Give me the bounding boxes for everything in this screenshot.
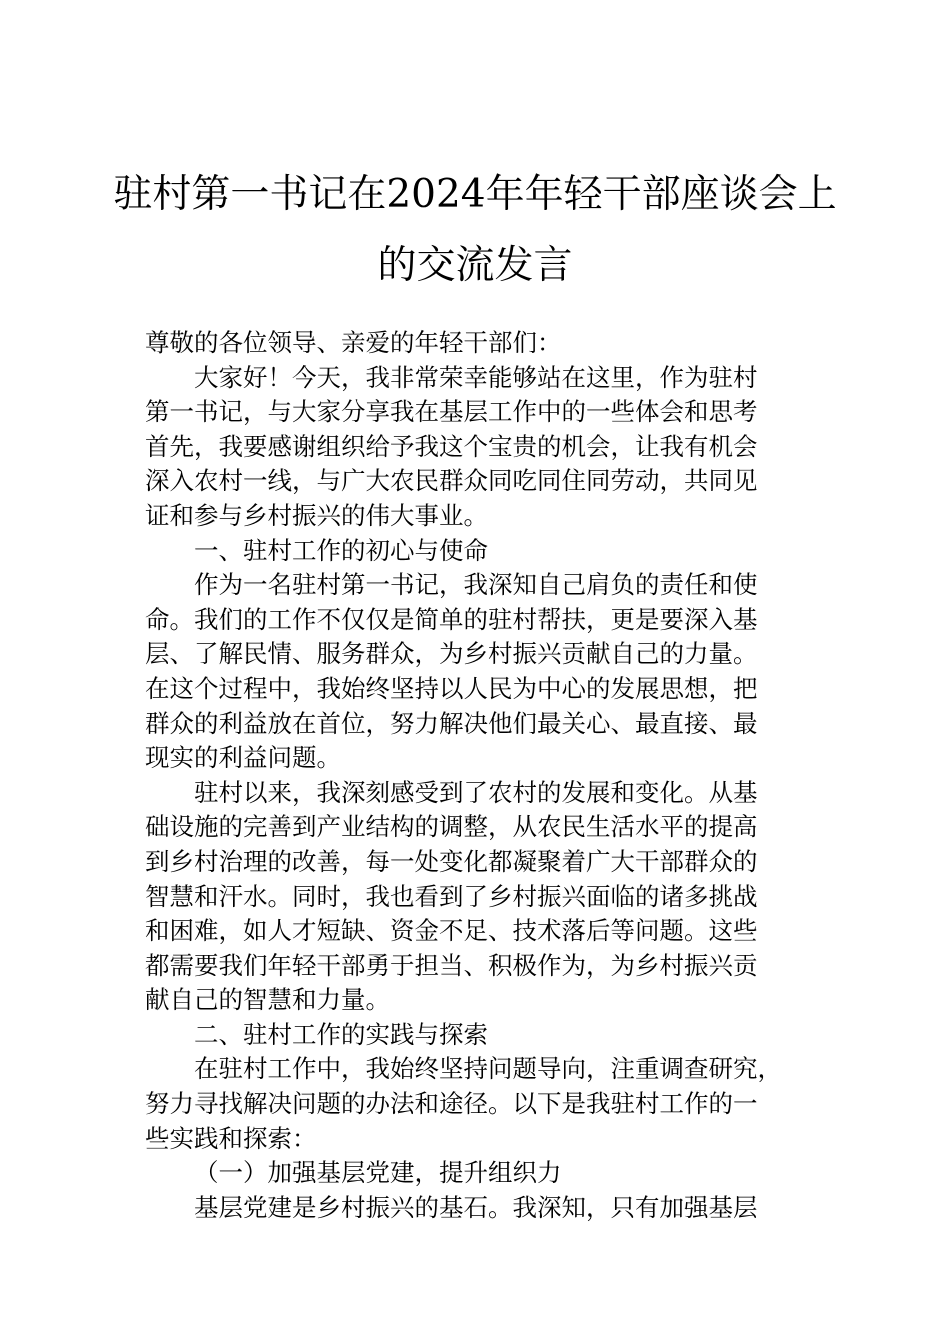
- body-line: 础设施的完善到产业结构的调整，从农民生活水平的提高: [145, 812, 758, 842]
- document-title-line-2: 的交流发言: [377, 243, 573, 288]
- body-line: 和困难，如人才短缺、资金不足、技术落后等问题。这些: [145, 916, 758, 946]
- body-line: 证和参与乡村振兴的伟大事业。: [145, 500, 488, 530]
- document-title-line-1: 驻村第一书记在2024年年轻干部座谈会上: [113, 172, 837, 217]
- body-line: 都需要我们年轻干部勇于担当、积极作为，为乡村振兴贡: [145, 950, 758, 980]
- body-line: 作为一名驻村第一书记，我深知自己肩负的责任和使: [194, 570, 758, 600]
- body-line: 深入农村一线，与广大农民群众同吃同住同劳动，共同见: [145, 466, 758, 496]
- body-line: 些实践和探索：: [145, 1123, 317, 1153]
- body-line: 努力寻找解决问题的办法和途径。以下是我驻村工作的一: [145, 1089, 758, 1119]
- body-line: 第一书记，与大家分享我在基层工作中的一些体会和思考: [145, 397, 758, 427]
- body-line: 基层党建是乡村振兴的基石。我深知，只有加强基层: [194, 1192, 758, 1222]
- body-line: 命。我们的工作不仅仅是简单的驻村帮扶，更是要深入基: [145, 604, 758, 634]
- document-body: [145, 326, 835, 1225]
- body-line: 层、了解民情、服务群众，为乡村振兴贡献自己的力量。: [145, 639, 758, 669]
- body-line: 尊敬的各位领导、亲爱的年轻干部们：: [145, 328, 562, 357]
- body-line: 驻村以来，我深刻感受到了农村的发展和变化。从基: [194, 777, 758, 807]
- body-line: 现实的利益问题。: [145, 743, 341, 773]
- body-line: 大家好！今天，我非常荣幸能够站在这里，作为驻村: [194, 362, 758, 392]
- section-heading: 二、驻村工作的实践与探索: [194, 1019, 488, 1049]
- subsection-heading: （一）加强基层党建，提升组织力: [194, 1158, 562, 1188]
- body-line: 到乡村治理的改善，每一处变化都凝聚着广大干部群众的: [145, 846, 758, 876]
- body-line: 首先，我要感谢组织给予我这个宝贵的机会，让我有机会: [145, 431, 758, 461]
- body-line: 在驻村工作中，我始终坚持问题导向，注重调查研究，: [194, 1054, 782, 1084]
- body-line: 群众的利益放在首位，努力解决他们最关心、最直接、最: [145, 708, 758, 738]
- body-line: 献自己的智慧和力量。: [145, 985, 390, 1015]
- body-line: 智慧和汗水。同时，我也看到了乡村振兴面临的诸多挑战: [145, 881, 758, 911]
- section-heading: 一、驻村工作的初心与使命: [194, 535, 488, 565]
- body-line: 在这个过程中，我始终坚持以人民为中心的发展思想，把: [145, 673, 758, 703]
